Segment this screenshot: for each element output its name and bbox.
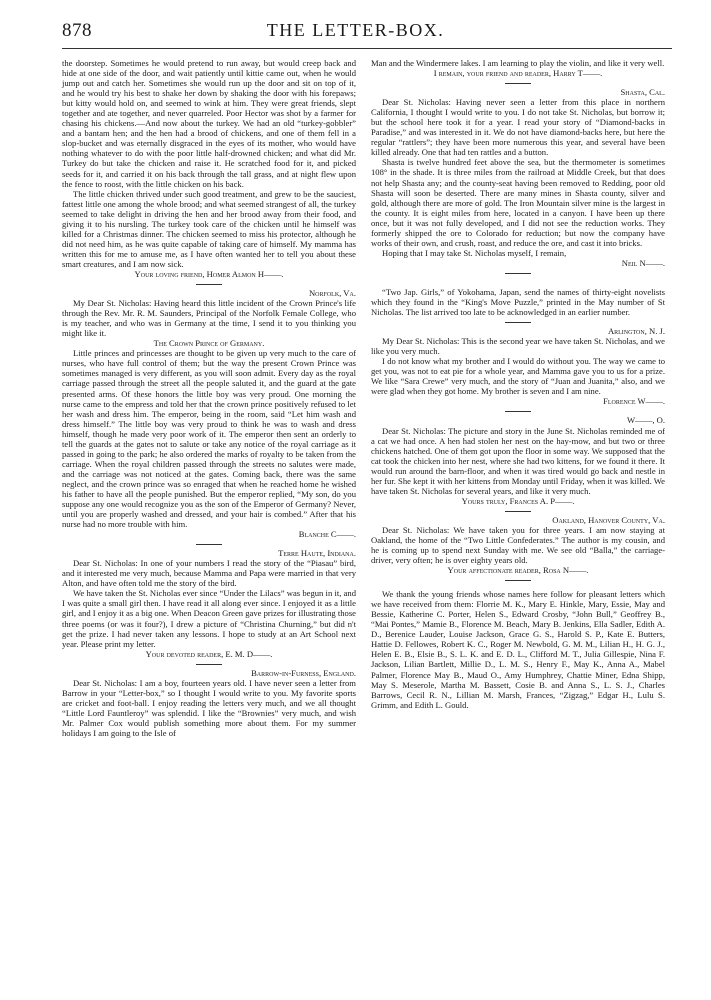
place-heading: Shasta, Cal. <box>620 87 665 98</box>
signature: I remain, your friend and reader, Harry T——. <box>433 68 603 79</box>
paragraph: Dear St. Nicholas: The picture and story in the June St. Nicholas reminded me of a cat we had once. A hen had stolen her nest on the hay-mow, and but two or three chickens hatched. One of them got upon the floor in some way. We supposed that the cat took the chicken into her nest, where she had two kittens, for we found it there. It would run around the barn-floor, and when it was tired would go back and nestle in her fur. She kept it with her kittens from Monday until Friday, when it was killed. We have taken St. Nicholas for several years, and like it very much. <box>371 425 665 496</box>
right-column <box>371 58 665 710</box>
story-title: The Crown Prince of Germany. <box>153 338 265 349</box>
paragraph: We thank the young friends whose names here follow for pleasant letters which we have received from them: Florrie M. K., Mary E. Hinkle, Mary, Essie, May and Bessie, Katherine C. Porter, Helen S., Edward Crosby, “John Bull,” Geoffrey B., “Mai Pontes,” Mamie B., Florence M. Beach, Mary B. Jenkins, Ella Sadler, Edith A. D., Berenice Lauder, Louise Jackson, Grace G. S., Harold S. P., Kate E. Butters, Hattie D. Fellowes, Robert K. C., Roger M. Newbold, G. M. M., Lilian H., H. G. J., Helen E. B., Elsie B., S. L. K. and E. D. L., Clifford M. T., Julia Gillespie, Nina F. Jackson, Lilian Bartlett, Millie D., L. M. S., Henry F., May K., Anna A., Mabel Palmer, Florence May B., Maud O., Amy Humphrey, Chattie Miner, Edna Shipp, May S. Meserole, Martha M. Bassett, Cosie B. and Anna S., L. S. J., Charles Barrows, Cecil R. N., Lillian M. Marsh, Frances, “Zigzag,” Edgar H., Lulu S. Grimm, and Edith L. Gould. <box>371 589 665 710</box>
header-rule <box>62 48 672 49</box>
place-heading: Barrow-in-Furness, England. <box>251 667 356 678</box>
separator-rule <box>505 511 531 512</box>
paragraph: the doorstep. Sometimes he would pretend to run away, but would creep back and hide at one side of the door, and wait patiently until kittie came out, when he would jump out and catch her. Sometimes she would run up the door and sit on top of it, and he would try his best to shake her down by shaking the door with his forepaws; but kitty would hold on, and seemed to wink at him. They were great friends, slept together and ate together, and never quarreled. Poor Hector was shot by a farmer for chasing his chickens.—And now about the turkey. We had an old “turkey-gobbler” and a bantam hen; and the hen had a brood of chickens, and one of them fell in a slop-bucket and was eternally disgraced in the eyes of its mother, who would have nothing whatever to do with the poor little half-drowned chicken; and what did Mr. Turkey do but take the chicken and raise it. He scratched food for it, and picked seeds for it, and carried it on his back through the tall grass, and at night flew upon the fence to roost, with the little chicken on his back. <box>62 58 356 189</box>
signature: Your devoted reader, E. M. D——. <box>145 648 273 659</box>
signature: Your loving friend, Homer Almon H——. <box>134 268 284 279</box>
signature: Yours truly, Frances A. P——. <box>461 495 575 506</box>
separator-rule <box>505 580 531 581</box>
paragraph: Dear St. Nicholas: In one of your numbers I read the story of the “Piasau” bird, and it interested me very much, because Mamma and Papa were married in that very Alton, and have often told me the story of the bird. <box>62 558 356 589</box>
paragraph: Man and the Windermere lakes. I am learning to play the violin, and like it very well. <box>371 58 665 68</box>
separator-rule <box>505 273 531 274</box>
signature: Blanche C——. <box>298 529 356 540</box>
separator-rule <box>505 411 531 412</box>
place-heading: Oakland, Hanover County, Va. <box>552 514 665 525</box>
paragraph: Dear St. Nicholas: We have taken you for three years. I am now staying at Oakland, the home of the “Two Little Confederates.” The author is my cousin, and he is coming up to spend next Sunday with me. We see old “Balla,” the carriage-driver, very often; he is over eighty years old. <box>371 524 665 566</box>
paragraph: My Dear St. Nicholas: This is the second year we have taken St. Nicholas, and we like you very much. <box>371 336 665 357</box>
separator-rule <box>196 284 222 285</box>
separator-rule <box>196 664 222 665</box>
signature: Florence W——. <box>603 396 665 407</box>
paragraph: Dear St. Nicholas: I am a boy, fourteen years old. I have never seen a letter from Barrow in your “Letter-box,” so I thought I would write to you. My favorite sports are cricket and foot-ball. I enjoy reading the letters very much, and we all thought “Little Lord Fauntleroy” was splendid. I like the “Brownies” very much, and wish Mr. Palmer Cox would publish something more about them. For my summer holidays I am going to the Isle of <box>62 677 356 738</box>
place-heading: Norfolk, Va. <box>308 288 356 299</box>
place-heading: Terre Haute, Indiana. <box>278 548 356 559</box>
paragraph: Hoping that I may take St. Nicholas myself, I remain, <box>382 247 567 258</box>
paragraph: Little princes and princesses are thought to be given up very much to the care of nurses, who have full control of them; but the way the present Crown Prince was sometimes managed is very different, as you will soon admit. Every day as the royal carriage passed through the street all the people saluted it, and the guard at the gate presented arms. Of these honors the little boy was very proud. One morning the nurse came to the empress and told her that the crown prince positively refused to let her wash and dress him. The emperor, being in the room, said “Let him wash and dress himself.” The little boy was very proud to think he was to wash and dress himself, though he made very poor work of it. The emperor then sent an orderly to tell the guards at the gates not to salute or take any notice of the royal carriage as it passed in going to the park; he also ordered the marks of royalty to be taken from the carriage. When the royal children passed through the streets no salutes were made, and the carriage was not noticed at the gates. Coming back, there was the same neglect, and the crown prince was so enraged that when he reached home he wished his father to have all the people punished. But the emperor replied, “My son, do you suppose any one would recognize you as the son of the Emperor of Germany? Never, until you are properly washed and dressed, and your hair is combed.” After that his nurse had no more trouble with him. <box>62 348 356 530</box>
page-number: 878 <box>62 20 92 41</box>
separator-rule <box>505 83 531 84</box>
paragraph: My Dear St. Nicholas: Having heard this little incident of the Crown Prince's life through the Rev. Mr. R. M. Saunders, Principal of the Norfolk Female College, who is my teacher, and who was in Germany at the time, I send it to you thinking you might like it. <box>62 298 356 339</box>
place-heading: Arlington, N. J. <box>607 326 665 337</box>
paragraph: Shasta is twelve hundred feet above the sea, but the thermometer is sometimes 108° in the shade. It is three miles from the railroad at Middle Creek, but that does not help Shasta any; and the county-seat having been removed to Redding, poor old Shasta will soon be deserted. There are many mines in Shasta county, silver and gold, although there are more of gold. The Iron Mountain silver mine is the largest in the county. It is eight miles from here, located in a canyon. I have been up there once, but it was not fully developed, and I did not see the reduction works. They formerly shipped the ore to Colorado for reduction; but now the company have works of their own, and crush, roast, and reduce the ore, and cast it into bricks. <box>371 157 665 248</box>
paragraph: Dear St. Nicholas: Having never seen a letter from this place in northern California, I thought I would write to you. I do not take St. Nicholas, but borrow it; but the school here took it for a year. I read your story of “Diamond-backs in Paradise,” and was interested in it. We do not have diamond-backs here, but here the regular “rattlers”; they have been more numerous this year, and several have been killed already. One that had ten rattles and a button. <box>371 97 665 158</box>
left-column <box>62 58 356 738</box>
paragraph: I do not know what my brother and I would do without you. The way we came to get you, was not to eat pie for a whole year, and Mamma gave you to us for a prize. We like “Sara Crewe” very much, and the story of “Juan and Juanita,” also, and we were glad when they got home. My brother is seven and I am nine. <box>371 356 665 397</box>
signature: Your affectionate reader, Rosa N——. <box>447 565 589 576</box>
paragraph: The little chicken thrived under such good treatment, and grew to be the sauciest, fattest little one among the whole brood; and what seemed strangest of all, the turkey seemed to take delight in driving the hen and her brood away from their food, and giving it to his nursling. The turkey took care of the chicken until he himself was killed for a Christmas dinner. The chicken seemed to miss his protector, although he did not need him, as he was quite capable of taking care of himself. My mamma has written this for me to amuse me, as I have often wanted her to tell you about these smart creatures, and I am now sick. <box>62 188 356 269</box>
signature: Neil N——. <box>621 257 665 268</box>
place-heading: W——, O. <box>627 415 665 426</box>
separator-rule <box>196 544 222 545</box>
separator-rule <box>505 322 531 323</box>
paragraph: “Two Jap. Girls,” of Yokohama, Japan, send the names of thirty-eight novelists which they found in the “King's Move Puzzle,” printed in the May number of St Nicholas. The list arrived too late to be acknowledged in an earlier number. <box>371 286 665 318</box>
paragraph: We have taken the St. Nicholas ever since “Under the Lilacs” was begun in it, and I was quite a small girl then. I have read it all along ever since. I enjoyed it as a little girl, and I enjoy it as a big one. When Deacon Green gave prizes for illustrating those three poems (or was it four?), I drew a picture of “Christina Churning,” but did n't get the prize. I had never taken any lessons. I hope to study at an Art School next year. Please print my letter. <box>62 588 356 649</box>
running-title: THE LETTER-BOX. <box>266 20 445 40</box>
